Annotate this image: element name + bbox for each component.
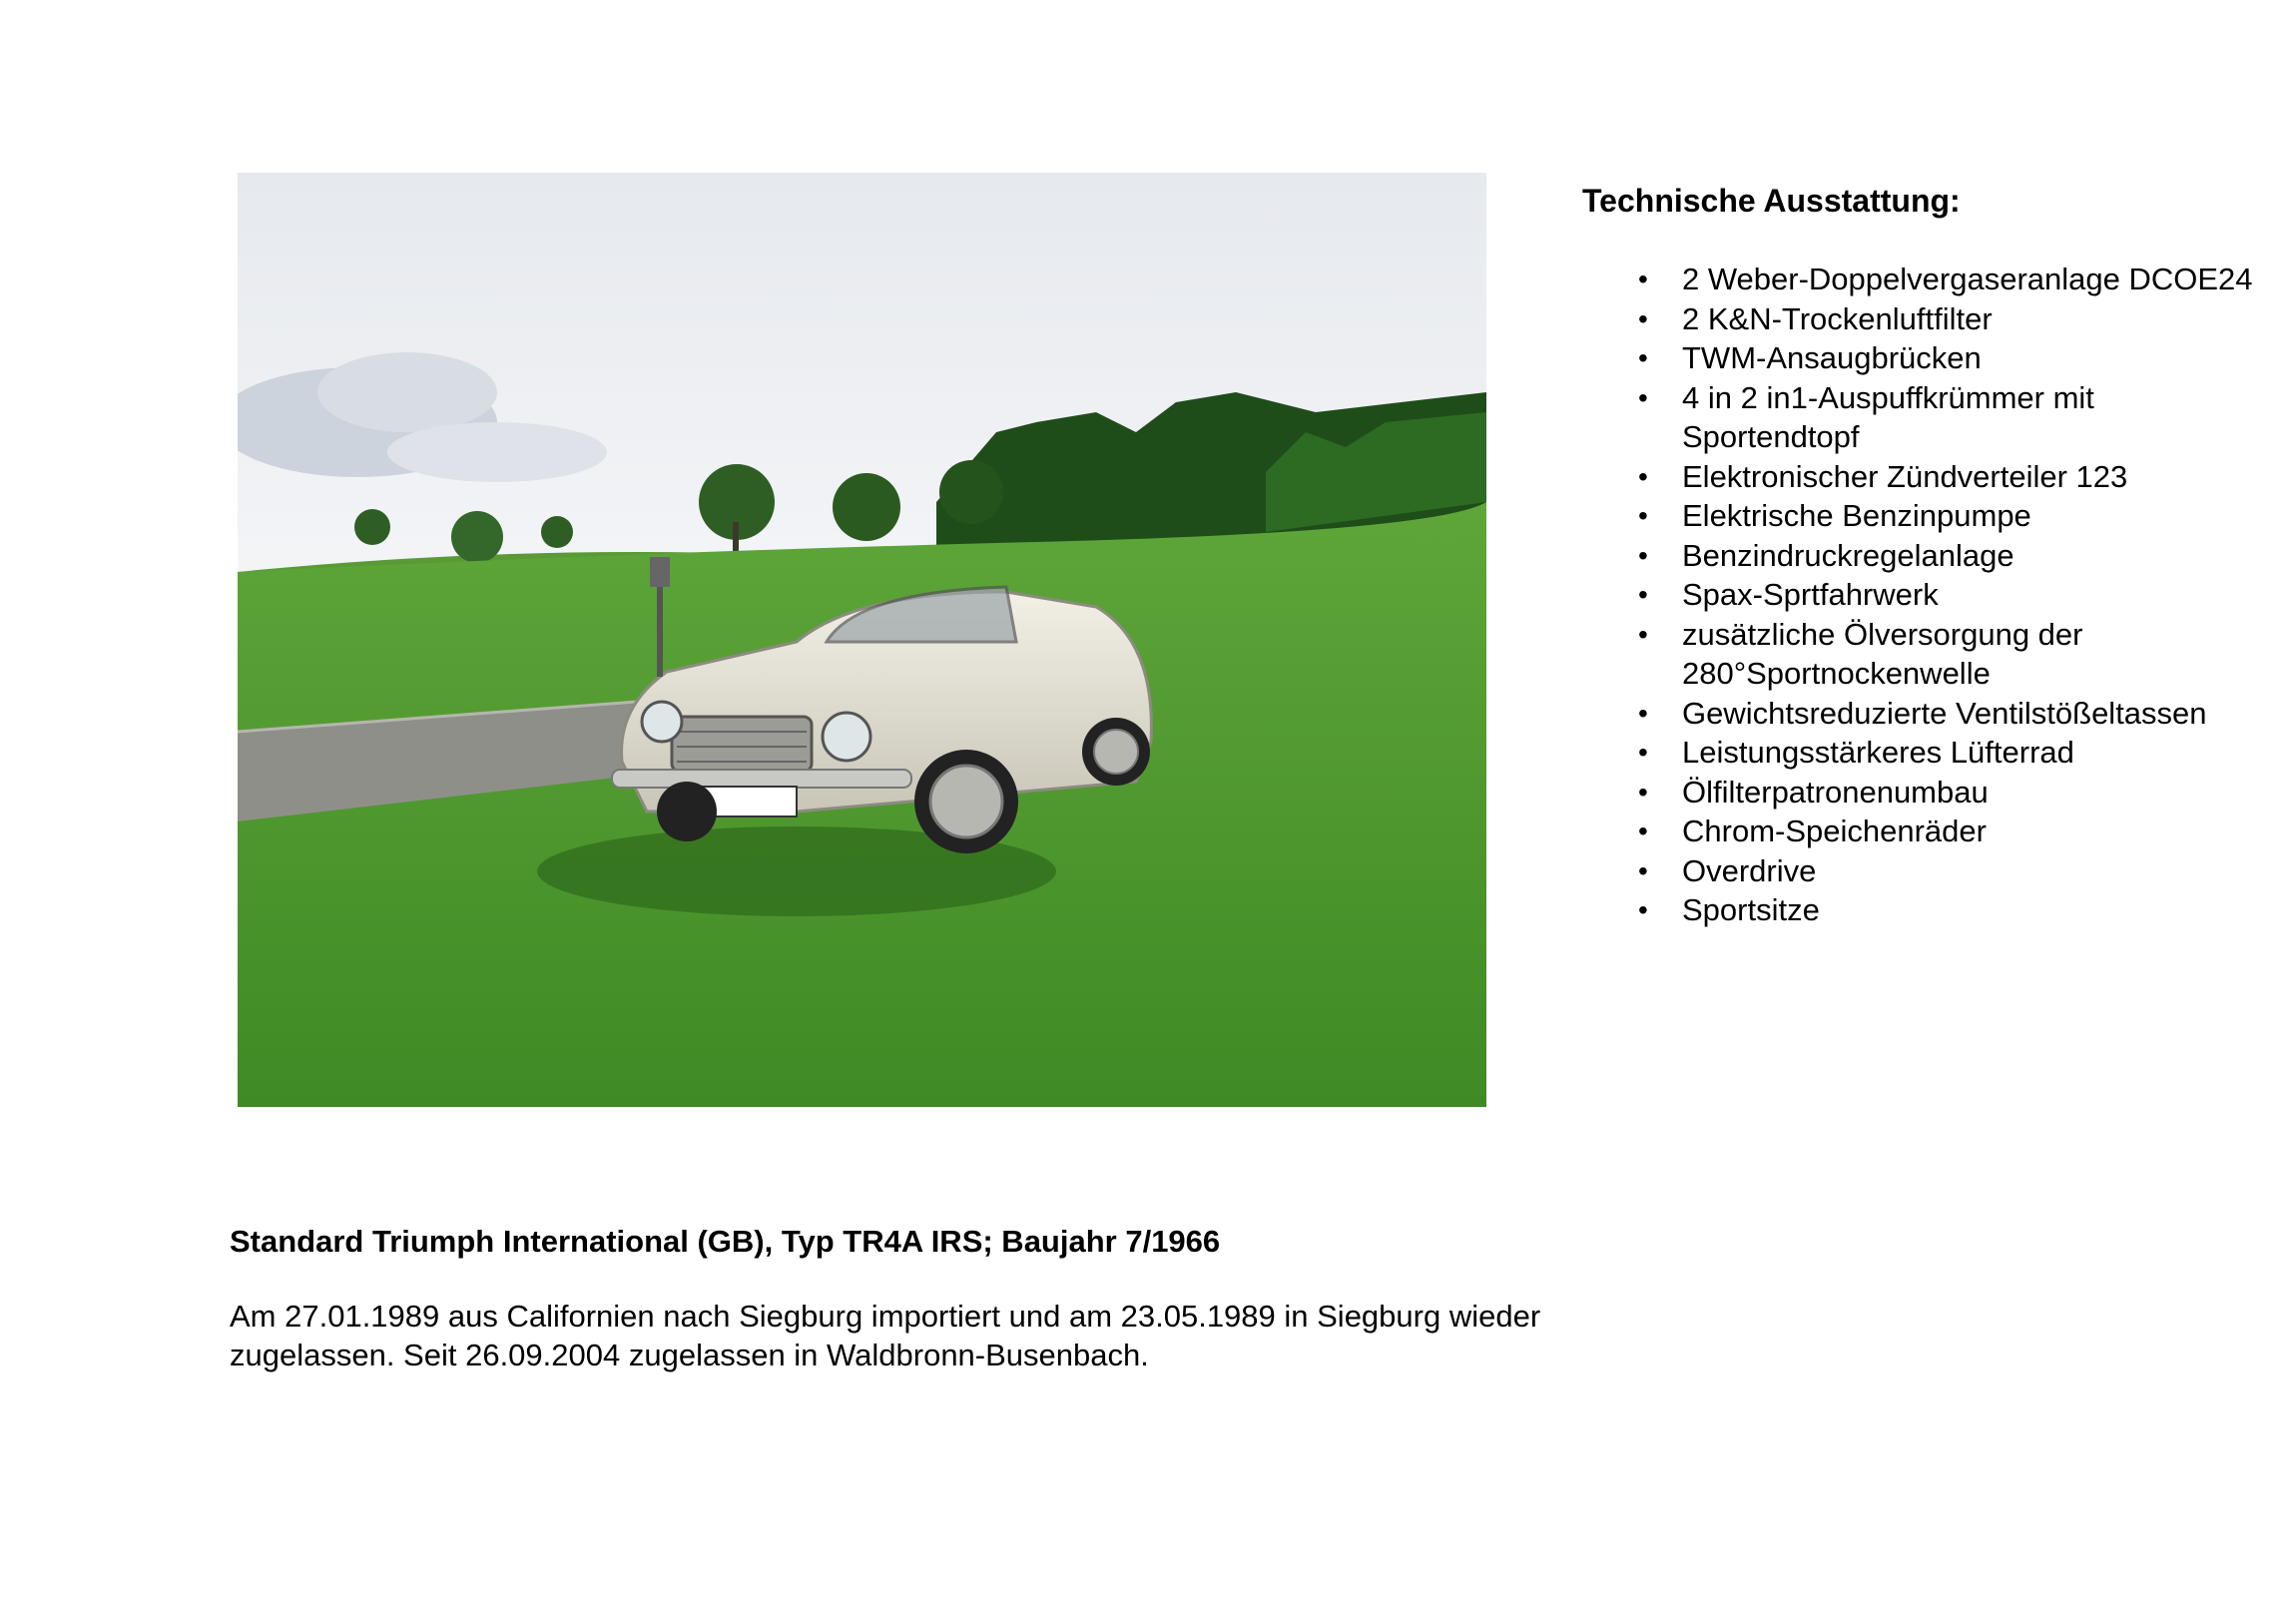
tech-list-item-label: Sportsitze	[1682, 892, 1820, 927]
tech-list-item-label: zusätzliche Ölversorgung der 280°Sportnockenwelle	[1682, 616, 2083, 691]
caption-title: Standard Triumph International (GB), Typ TR4A IRS; Baujahr 7/1966	[230, 1224, 1221, 1259]
tech-list-item-label: TWM-Ansaugbrücken	[1682, 340, 1982, 375]
bullet-icon: •	[1638, 342, 1648, 373]
tech-heading: Technische Ausstattung:	[1582, 183, 1961, 219]
tech-list-item-label: Benzindruckregelanlage	[1682, 537, 2014, 573]
bullet-icon: •	[1638, 815, 1648, 846]
tech-list-item-label: Chrom-Speichenräder	[1682, 813, 1987, 848]
tech-list-item	[1582, 536, 2261, 576]
tech-list-item-label: Elektrische Benzinpumpe	[1682, 498, 2031, 533]
caption-text: Am 27.01.1989 aus Californien nach Siegburg importiert und am 23.05.1989 in Siegburg wieder zugelassen. Seit 26.09.2004 zugelassen in Waldbronn-Busenbach.	[230, 1299, 1541, 1372]
tech-list-item	[1582, 615, 2261, 694]
tech-list-item	[1582, 338, 2261, 378]
tech-list-item	[1582, 496, 2261, 536]
tech-list-item	[1582, 694, 2261, 734]
bullet-icon: •	[1638, 737, 1648, 768]
tech-list-item	[1582, 733, 2261, 773]
bullet-icon: •	[1638, 500, 1648, 531]
tech-list-item	[1582, 773, 2261, 812]
bullet-icon: •	[1638, 264, 1648, 294]
bullet-icon: •	[1638, 697, 1648, 729]
tech-list-item-label: 4 in 2 in1-Auspuffkrümmer mit Sportendtopf	[1682, 379, 2094, 454]
tech-list-item-label: Gewichtsreduzierte Ventilstößeltassen	[1682, 695, 2207, 731]
bullet-icon: •	[1638, 776, 1648, 808]
tech-list-item	[1582, 299, 2261, 339]
tech-list-item	[1582, 811, 2261, 851]
bullet-icon: •	[1638, 302, 1648, 334]
tech-list-item	[1582, 457, 2261, 497]
tech-list-item-label: Elektronischer Zündverteiler 123	[1682, 458, 2128, 494]
car-photo	[238, 173, 1486, 1107]
tech-list-item	[1582, 260, 2261, 299]
bullet-icon: •	[1638, 854, 1648, 886]
tech-list-item-label: 2 K&N-Trockenluftfilter	[1682, 300, 1993, 336]
bullet-icon: •	[1638, 894, 1648, 925]
tech-list-item-label: Ölfilterpatronenumbau	[1682, 774, 1989, 810]
tech-list-item-label: 2 Weber-Doppelvergaseranlage DCOE24	[1682, 262, 2253, 296]
car-photo-image	[238, 173, 1486, 1107]
tech-list-item-label: Leistungsstärkeres Lüfterrad	[1682, 735, 2074, 770]
tech-list-item	[1582, 575, 2261, 615]
bullet-icon: •	[1638, 539, 1648, 571]
tech-list-item	[1582, 851, 2261, 891]
bullet-icon: •	[1638, 460, 1648, 492]
tech-list-item	[1582, 378, 2261, 457]
tech-list-item-label: Spax-Sprtfahrwerk	[1682, 577, 1939, 612]
tech-list	[1582, 260, 2261, 930]
tech-list-item	[1582, 890, 2261, 930]
bullet-icon: •	[1638, 381, 1648, 413]
bullet-icon: •	[1638, 618, 1648, 650]
tech-list-item-label: Overdrive	[1682, 852, 1817, 888]
bullet-icon: •	[1638, 579, 1648, 610]
